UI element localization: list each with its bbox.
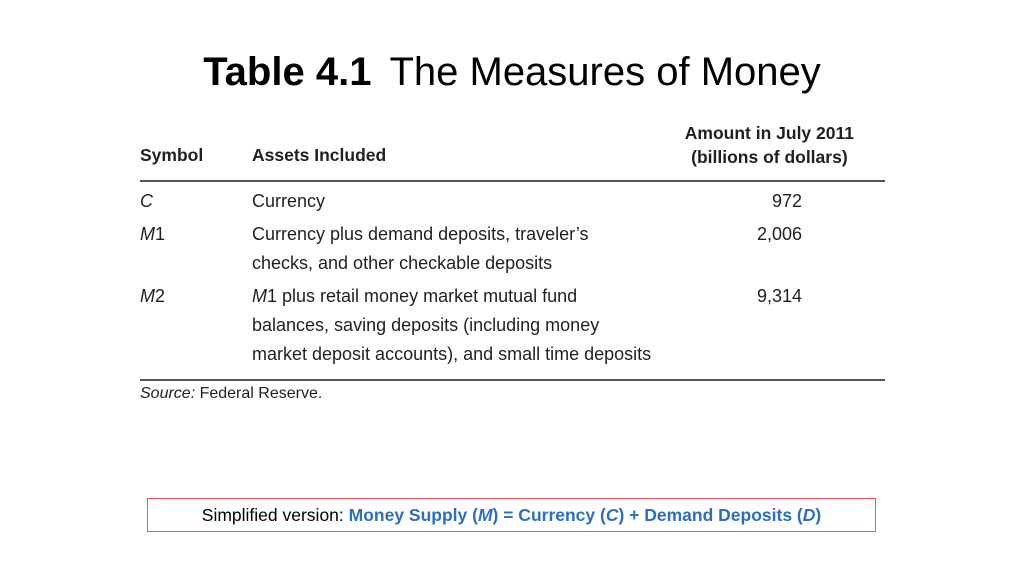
table-row: [140, 187, 885, 216]
row-assets: M1 plus retail money market mutual fund balances, saving deposits (including money market deposit accounts), and small time deposits: [252, 286, 652, 364]
header-rule: [140, 180, 885, 182]
header-amount: [685, 121, 854, 169]
header-assets: Assets Included: [252, 145, 387, 165]
row-assets: Currency: [252, 191, 326, 211]
row-amount: 2,006: [756, 224, 802, 244]
source-text: Federal Reserve.: [195, 385, 323, 402]
row-symbol: C: [140, 191, 153, 211]
row-symbol: M1: [140, 224, 166, 244]
row-symbol: M2: [140, 286, 166, 306]
simplified-equation-box: [147, 498, 876, 532]
table-title: The Measures of Money: [389, 50, 821, 94]
row-assets: Currency plus demand deposits, traveler’s checks, and other checkable deposits: [252, 224, 589, 273]
table-number: Table 4.1: [203, 50, 372, 94]
header-symbol: Symbol: [140, 145, 204, 165]
header-amount-line2: (billions of dollars): [691, 147, 848, 167]
simplified-equation: Money Supply (M) = Currency (C) + Demand Deposits (D): [348, 505, 822, 525]
row-amount: 972: [771, 191, 802, 211]
table-row: [140, 220, 885, 278]
source-note: [140, 385, 885, 403]
source-label: Source:: [140, 385, 196, 402]
table-row: [140, 282, 885, 369]
header-amount-line1: Amount in July 2011: [684, 123, 854, 143]
money-measures-table: [140, 118, 885, 403]
simplified-lead: Simplified version:: [201, 505, 349, 525]
row-amount: 9,314: [756, 286, 802, 306]
page-title: [0, 44, 1024, 100]
table-header: [140, 118, 885, 180]
footer-rule: [140, 379, 885, 381]
